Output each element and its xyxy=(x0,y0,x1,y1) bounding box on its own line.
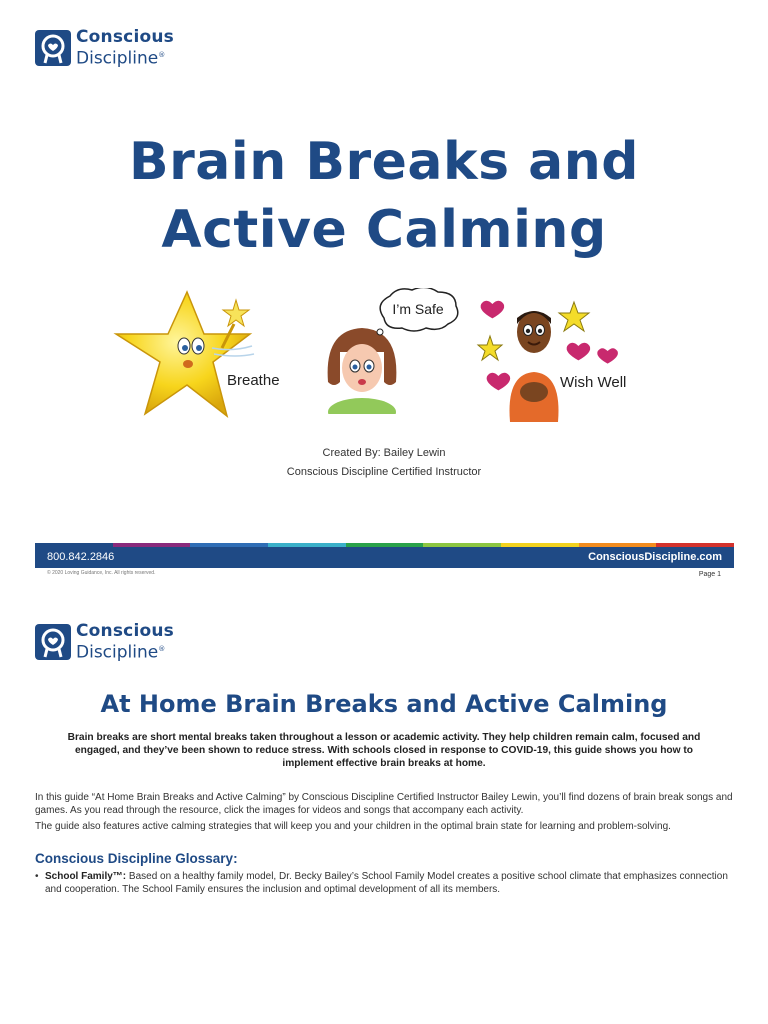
page-title xyxy=(0,128,768,264)
brand-name-line1: Conscious xyxy=(76,621,174,641)
brand-name-line2: Discipline xyxy=(76,642,159,663)
section-heading: At Home Brain Breaks and Active Calming xyxy=(100,690,668,718)
copyright-text: © 2020 Loving Guidance, Inc. All rights reserved. xyxy=(47,570,156,576)
glossary-definition: Based on a healthy family model, Dr. Becky Bailey’s School Family Model creates a positive school climate that emphasizes connection and cooperation. The School Family ensures the inclusion and optimal development of all its members. xyxy=(45,871,728,895)
registered-mark: ® xyxy=(158,51,166,59)
breathe-label: Breathe xyxy=(227,372,280,389)
phone-number[interactable]: 800.842.2846 xyxy=(47,551,115,563)
registered-mark: ® xyxy=(158,645,166,653)
glossary-term: School Family™: xyxy=(45,871,127,882)
im-safe-text: I’m Safe xyxy=(392,301,444,317)
glossary-heading: Conscious Discipline Glossary: xyxy=(35,851,238,866)
page-number: Page 1 xyxy=(698,571,721,578)
guide-paragraph: In this guide “At Home Brain Breaks and Active Calming” by Conscious Discipline Certified Instructor Bailey Lewin, you’ll find dozens of brain break songs and games. As you read through the resource, click the images for videos and songs that accompany each activity. xyxy=(35,792,733,816)
instructor-role: Conscious Discipline Certified Instructor xyxy=(286,466,482,478)
website-link[interactable]: ConsciousDiscipline.com xyxy=(588,551,722,563)
brand-logo[interactable] xyxy=(35,622,174,662)
heart-head-icon xyxy=(35,624,71,660)
star-illustration[interactable] xyxy=(112,288,262,423)
bullet-icon: • xyxy=(35,871,39,882)
title-line1: Brain Breaks and xyxy=(129,132,639,192)
heart-head-icon xyxy=(35,30,71,66)
intro-paragraph: Brain breaks are short mental breaks taken throughout a lesson or academic activity. They help children remain calm, focused and engaged, and they’ve been shown to reduce stress. With schools closed in response to COVID-19, this guide shows you how to implement effective brain breaks at home. xyxy=(67,732,701,769)
brand-logo[interactable] xyxy=(35,28,174,68)
boy-illustration[interactable] xyxy=(470,296,620,422)
wish-well-label: Wish Well xyxy=(560,374,627,391)
created-by: Created By: Bailey Lewin xyxy=(322,447,446,459)
title-line2: Active Calming xyxy=(161,200,607,260)
thought-bubble xyxy=(372,288,464,338)
brand-name-line2: Discipline xyxy=(76,48,159,69)
glossary-item xyxy=(35,870,735,896)
footer-bar xyxy=(35,547,734,568)
calming-paragraph: The guide also features active calming strategies that will keep you and your children in the optimal brain state for learning and problem-solving. xyxy=(35,821,671,832)
brand-name-line1: Conscious xyxy=(76,27,174,47)
